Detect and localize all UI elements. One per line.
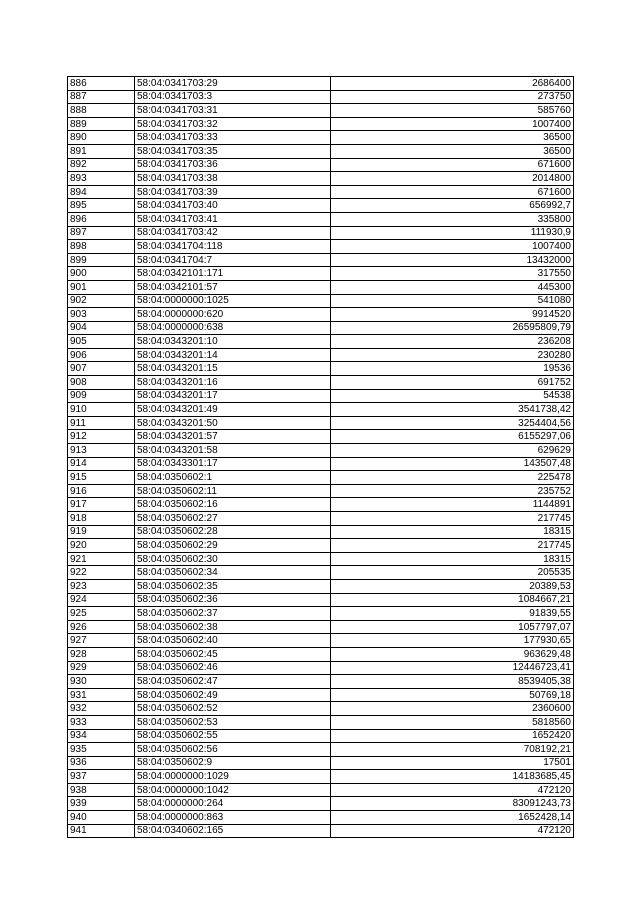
table-row — [68, 212, 574, 226]
table-row — [68, 512, 574, 526]
cadastral-value-cell: 963629,48 — [331, 647, 574, 661]
cadastral-number-cell: 58:04:0350602:11 — [135, 484, 331, 498]
row-number-cell: 921 — [68, 552, 135, 566]
table-row — [68, 172, 574, 186]
cadastral-number-cell: 58:04:0350602:46 — [135, 661, 331, 675]
cadastral-number-cell: 58:04:0342101:171 — [135, 267, 331, 281]
row-number-cell: 890 — [68, 131, 135, 145]
cadastral-number-cell: 58:04:0341703:38 — [135, 172, 331, 186]
cadastral-value-cell: 91839,55 — [331, 607, 574, 621]
cadastral-number-cell: 58:04:0000000:638 — [135, 321, 331, 335]
table-row — [68, 688, 574, 702]
cadastral-value-cell: 230280 — [331, 348, 574, 362]
table-body — [68, 77, 574, 838]
table-row — [68, 430, 574, 444]
cadastral-number-cell: 58:04:0350602:36 — [135, 593, 331, 607]
cadastral-value-cell: 3254404,56 — [331, 416, 574, 430]
cadastral-value-cell: 1652420 — [331, 729, 574, 743]
row-number-cell: 920 — [68, 539, 135, 553]
row-number-cell: 917 — [68, 498, 135, 512]
cadastral-number-cell: 58:04:0341703:3 — [135, 90, 331, 104]
cadastral-number-cell: 58:04:0000000:1029 — [135, 770, 331, 784]
cadastral-number-cell: 58:04:0343201:50 — [135, 416, 331, 430]
cadastral-number-cell: 58:04:0350602:27 — [135, 512, 331, 526]
cadastral-value-cell: 177930,65 — [331, 634, 574, 648]
table-row — [68, 267, 574, 281]
row-number-cell: 901 — [68, 280, 135, 294]
cadastral-number-cell: 58:04:0350602:35 — [135, 579, 331, 593]
cadastral-value-cell: 1652428,14 — [331, 811, 574, 825]
row-number-cell: 914 — [68, 457, 135, 471]
table-row — [68, 240, 574, 254]
row-number-cell: 907 — [68, 362, 135, 376]
table-row — [68, 348, 574, 362]
cadastral-number-cell: 58:04:0350602:45 — [135, 647, 331, 661]
row-number-cell: 909 — [68, 389, 135, 403]
cadastral-number-cell: 58:04:0350602:34 — [135, 566, 331, 580]
cadastral-number-cell: 58:04:0343201:57 — [135, 430, 331, 444]
cadastral-value-cell: 20389,53 — [331, 579, 574, 593]
cadastral-number-cell: 58:04:0343201:15 — [135, 362, 331, 376]
row-number-cell: 927 — [68, 634, 135, 648]
row-number-cell: 940 — [68, 811, 135, 825]
cadastral-value-cell: 9914520 — [331, 308, 574, 322]
row-number-cell: 896 — [68, 212, 135, 226]
cadastral-value-cell: 2686400 — [331, 77, 574, 91]
row-number-cell: 919 — [68, 525, 135, 539]
table-row — [68, 185, 574, 199]
row-number-cell: 936 — [68, 756, 135, 770]
row-number-cell: 897 — [68, 226, 135, 240]
cadastral-value-cell: 26595809,79 — [331, 321, 574, 335]
cadastral-value-cell: 13432000 — [331, 253, 574, 267]
row-number-cell: 922 — [68, 566, 135, 580]
cadastral-value-cell: 472120 — [331, 783, 574, 797]
cadastral-value-cell: 50769,18 — [331, 688, 574, 702]
cadastral-number-cell: 58:04:0350602:1 — [135, 471, 331, 485]
row-number-cell: 904 — [68, 321, 135, 335]
table-row — [68, 525, 574, 539]
table-row — [68, 77, 574, 91]
row-number-cell: 898 — [68, 240, 135, 254]
table-row — [68, 661, 574, 675]
cadastral-value-cell: 629629 — [331, 444, 574, 458]
cadastral-value-cell: 19536 — [331, 362, 574, 376]
row-number-cell: 935 — [68, 743, 135, 757]
row-number-cell: 886 — [68, 77, 135, 91]
table-row — [68, 376, 574, 390]
row-number-cell: 939 — [68, 797, 135, 811]
table-row — [68, 444, 574, 458]
cadastral-value-cell: 671600 — [331, 158, 574, 172]
cadastral-value-cell: 1007400 — [331, 117, 574, 131]
row-number-cell: 915 — [68, 471, 135, 485]
row-number-cell: 918 — [68, 512, 135, 526]
row-number-cell: 929 — [68, 661, 135, 675]
cadastral-number-cell: 58:04:0350602:56 — [135, 743, 331, 757]
row-number-cell: 933 — [68, 715, 135, 729]
cadastral-number-cell: 58:04:0341704:118 — [135, 240, 331, 254]
cadastral-value-cell: 111930,9 — [331, 226, 574, 240]
row-number-cell: 895 — [68, 199, 135, 213]
table-row — [68, 811, 574, 825]
table-row — [68, 117, 574, 131]
cadastral-value-cell: 18315 — [331, 525, 574, 539]
cadastral-value-cell: 445300 — [331, 280, 574, 294]
cadastral-value-cell: 708192,21 — [331, 743, 574, 757]
cadastral-value-cell: 656992,7 — [331, 199, 574, 213]
cadastral-value-cell: 8539405,38 — [331, 675, 574, 689]
row-number-cell: 937 — [68, 770, 135, 784]
cadastral-value-cell: 18315 — [331, 552, 574, 566]
row-number-cell: 891 — [68, 144, 135, 158]
row-number-cell: 892 — [68, 158, 135, 172]
cadastral-number-cell: 58:04:0343201:49 — [135, 403, 331, 417]
cadastral-number-cell: 58:04:0341704:7 — [135, 253, 331, 267]
cadastral-number-cell: 58:04:0000000:620 — [135, 308, 331, 322]
row-number-cell: 916 — [68, 484, 135, 498]
table-row — [68, 607, 574, 621]
row-number-cell: 925 — [68, 607, 135, 621]
cadastral-value-cell: 1007400 — [331, 240, 574, 254]
table-row — [68, 647, 574, 661]
table-row — [68, 199, 574, 213]
table-row — [68, 335, 574, 349]
cadastral-value-cell: 54538 — [331, 389, 574, 403]
cadastral-value-cell: 235752 — [331, 484, 574, 498]
row-number-cell: 888 — [68, 104, 135, 118]
cadastral-number-cell: 58:04:0343201:58 — [135, 444, 331, 458]
cadastral-value-cell: 671600 — [331, 185, 574, 199]
cadastral-value-cell: 5818560 — [331, 715, 574, 729]
cadastral-number-cell: 58:04:0000000:1042 — [135, 783, 331, 797]
table-row — [68, 539, 574, 553]
cadastral-value-cell: 36500 — [331, 131, 574, 145]
table-row — [68, 280, 574, 294]
table-row — [68, 634, 574, 648]
table-row — [68, 593, 574, 607]
cadastral-number-cell: 58:04:0343201:16 — [135, 376, 331, 390]
cadastral-value-cell: 6155297,06 — [331, 430, 574, 444]
row-number-cell: 931 — [68, 688, 135, 702]
table-row — [68, 579, 574, 593]
table-row — [68, 566, 574, 580]
row-number-cell: 900 — [68, 267, 135, 281]
table-row — [68, 498, 574, 512]
table-row — [68, 620, 574, 634]
cadastral-value-cell: 335800 — [331, 212, 574, 226]
cadastral-value-cell: 17501 — [331, 756, 574, 770]
cadastral-number-cell: 58:04:0000000:863 — [135, 811, 331, 825]
cadastral-value-cell: 36500 — [331, 144, 574, 158]
cadastral-number-cell: 58:04:0350602:55 — [135, 729, 331, 743]
cadastral-value-cell: 225478 — [331, 471, 574, 485]
table-row — [68, 675, 574, 689]
cadastral-number-cell: 58:04:0350602:30 — [135, 552, 331, 566]
cadastral-value-cell: 2014800 — [331, 172, 574, 186]
table-row — [68, 253, 574, 267]
table-row — [68, 403, 574, 417]
cadastral-number-cell: 58:04:0343301:17 — [135, 457, 331, 471]
row-number-cell: 934 — [68, 729, 135, 743]
cadastral-number-cell: 58:04:0341703:36 — [135, 158, 331, 172]
cadastral-value-cell: 317550 — [331, 267, 574, 281]
table-row — [68, 770, 574, 784]
row-number-cell: 887 — [68, 90, 135, 104]
row-number-cell: 928 — [68, 647, 135, 661]
table-row — [68, 131, 574, 145]
cadastral-value-cell: 217745 — [331, 512, 574, 526]
cadastral-value-cell: 585760 — [331, 104, 574, 118]
table-row — [68, 715, 574, 729]
row-number-cell: 908 — [68, 376, 135, 390]
cadastral-number-cell: 58:04:0341703:32 — [135, 117, 331, 131]
table-row — [68, 824, 574, 838]
cadastral-number-cell: 58:04:0343201:14 — [135, 348, 331, 362]
cadastral-number-cell: 58:04:0341703:29 — [135, 77, 331, 91]
cadastral-value-cell: 1144891 — [331, 498, 574, 512]
table-row — [68, 702, 574, 716]
row-number-cell: 889 — [68, 117, 135, 131]
row-number-cell: 912 — [68, 430, 135, 444]
cadastral-value-cell: 236208 — [331, 335, 574, 349]
cadastral-value-cell: 273750 — [331, 90, 574, 104]
table-row — [68, 457, 574, 471]
row-number-cell: 910 — [68, 403, 135, 417]
cadastral-value-cell: 14183685,45 — [331, 770, 574, 784]
row-number-cell: 932 — [68, 702, 135, 716]
cadastral-number-cell: 58:04:0350602:49 — [135, 688, 331, 702]
cadastral-value-cell: 2360600 — [331, 702, 574, 716]
row-number-cell: 899 — [68, 253, 135, 267]
cadastral-value-cell: 83091243,73 — [331, 797, 574, 811]
table-row — [68, 471, 574, 485]
cadastral-number-cell: 58:04:0341703:35 — [135, 144, 331, 158]
row-number-cell: 930 — [68, 675, 135, 689]
cadastral-number-cell: 58:04:0350602:38 — [135, 620, 331, 634]
table-row — [68, 308, 574, 322]
table-row — [68, 484, 574, 498]
cadastral-value-cell: 1084667,21 — [331, 593, 574, 607]
cadastral-number-cell: 58:04:0343201:17 — [135, 389, 331, 403]
table-row — [68, 756, 574, 770]
cadastral-value-cell: 3541738,42 — [331, 403, 574, 417]
cadastral-number-cell: 58:04:0350602:29 — [135, 539, 331, 553]
table-row — [68, 226, 574, 240]
table-row — [68, 729, 574, 743]
cadastral-value-cell: 217745 — [331, 539, 574, 553]
row-number-cell: 911 — [68, 416, 135, 430]
cadastral-number-cell: 58:04:0341703:33 — [135, 131, 331, 145]
table-row — [68, 743, 574, 757]
table-row — [68, 294, 574, 308]
cadastral-number-cell: 58:04:0341703:41 — [135, 212, 331, 226]
row-number-cell: 926 — [68, 620, 135, 634]
row-number-cell: 903 — [68, 308, 135, 322]
cadastral-number-cell: 58:04:0343201:10 — [135, 335, 331, 349]
row-number-cell: 894 — [68, 185, 135, 199]
table-row — [68, 783, 574, 797]
cadastral-number-cell: 58:04:0340602:165 — [135, 824, 331, 838]
row-number-cell: 913 — [68, 444, 135, 458]
cadastral-number-cell: 58:04:0350602:37 — [135, 607, 331, 621]
cadastral-number-cell: 58:04:0341703:42 — [135, 226, 331, 240]
table-row — [68, 389, 574, 403]
table-row — [68, 144, 574, 158]
cadastral-number-cell: 58:04:0342101:57 — [135, 280, 331, 294]
table-row — [68, 552, 574, 566]
row-number-cell: 906 — [68, 348, 135, 362]
cadastral-number-cell: 58:04:0350602:16 — [135, 498, 331, 512]
cadastral-number-cell: 58:04:0350602:9 — [135, 756, 331, 770]
cadastral-value-cell: 1057797,07 — [331, 620, 574, 634]
cadastral-value-table — [67, 76, 574, 838]
cadastral-value-cell: 472120 — [331, 824, 574, 838]
cadastral-number-cell: 58:04:0341703:31 — [135, 104, 331, 118]
table-row — [68, 104, 574, 118]
table-row — [68, 90, 574, 104]
table-row — [68, 158, 574, 172]
cadastral-number-cell: 58:04:0000000:1025 — [135, 294, 331, 308]
row-number-cell: 905 — [68, 335, 135, 349]
cadastral-number-cell: 58:04:0350602:47 — [135, 675, 331, 689]
row-number-cell: 923 — [68, 579, 135, 593]
cadastral-value-cell: 691752 — [331, 376, 574, 390]
cadastral-number-cell: 58:04:0350602:52 — [135, 702, 331, 716]
row-number-cell: 941 — [68, 824, 135, 838]
table-row — [68, 321, 574, 335]
table-row — [68, 416, 574, 430]
cadastral-number-cell: 58:04:0341703:39 — [135, 185, 331, 199]
cadastral-number-cell: 58:04:0350602:28 — [135, 525, 331, 539]
row-number-cell: 924 — [68, 593, 135, 607]
cadastral-value-cell: 541080 — [331, 294, 574, 308]
row-number-cell: 902 — [68, 294, 135, 308]
row-number-cell: 893 — [68, 172, 135, 186]
table-row — [68, 797, 574, 811]
cadastral-number-cell: 58:04:0350602:53 — [135, 715, 331, 729]
cadastral-value-cell: 143507,48 — [331, 457, 574, 471]
row-number-cell: 938 — [68, 783, 135, 797]
cadastral-number-cell: 58:04:0000000:264 — [135, 797, 331, 811]
cadastral-number-cell: 58:04:0350602:40 — [135, 634, 331, 648]
cadastral-value-cell: 205535 — [331, 566, 574, 580]
cadastral-value-cell: 12446723,41 — [331, 661, 574, 675]
table-row — [68, 362, 574, 376]
cadastral-number-cell: 58:04:0341703:40 — [135, 199, 331, 213]
